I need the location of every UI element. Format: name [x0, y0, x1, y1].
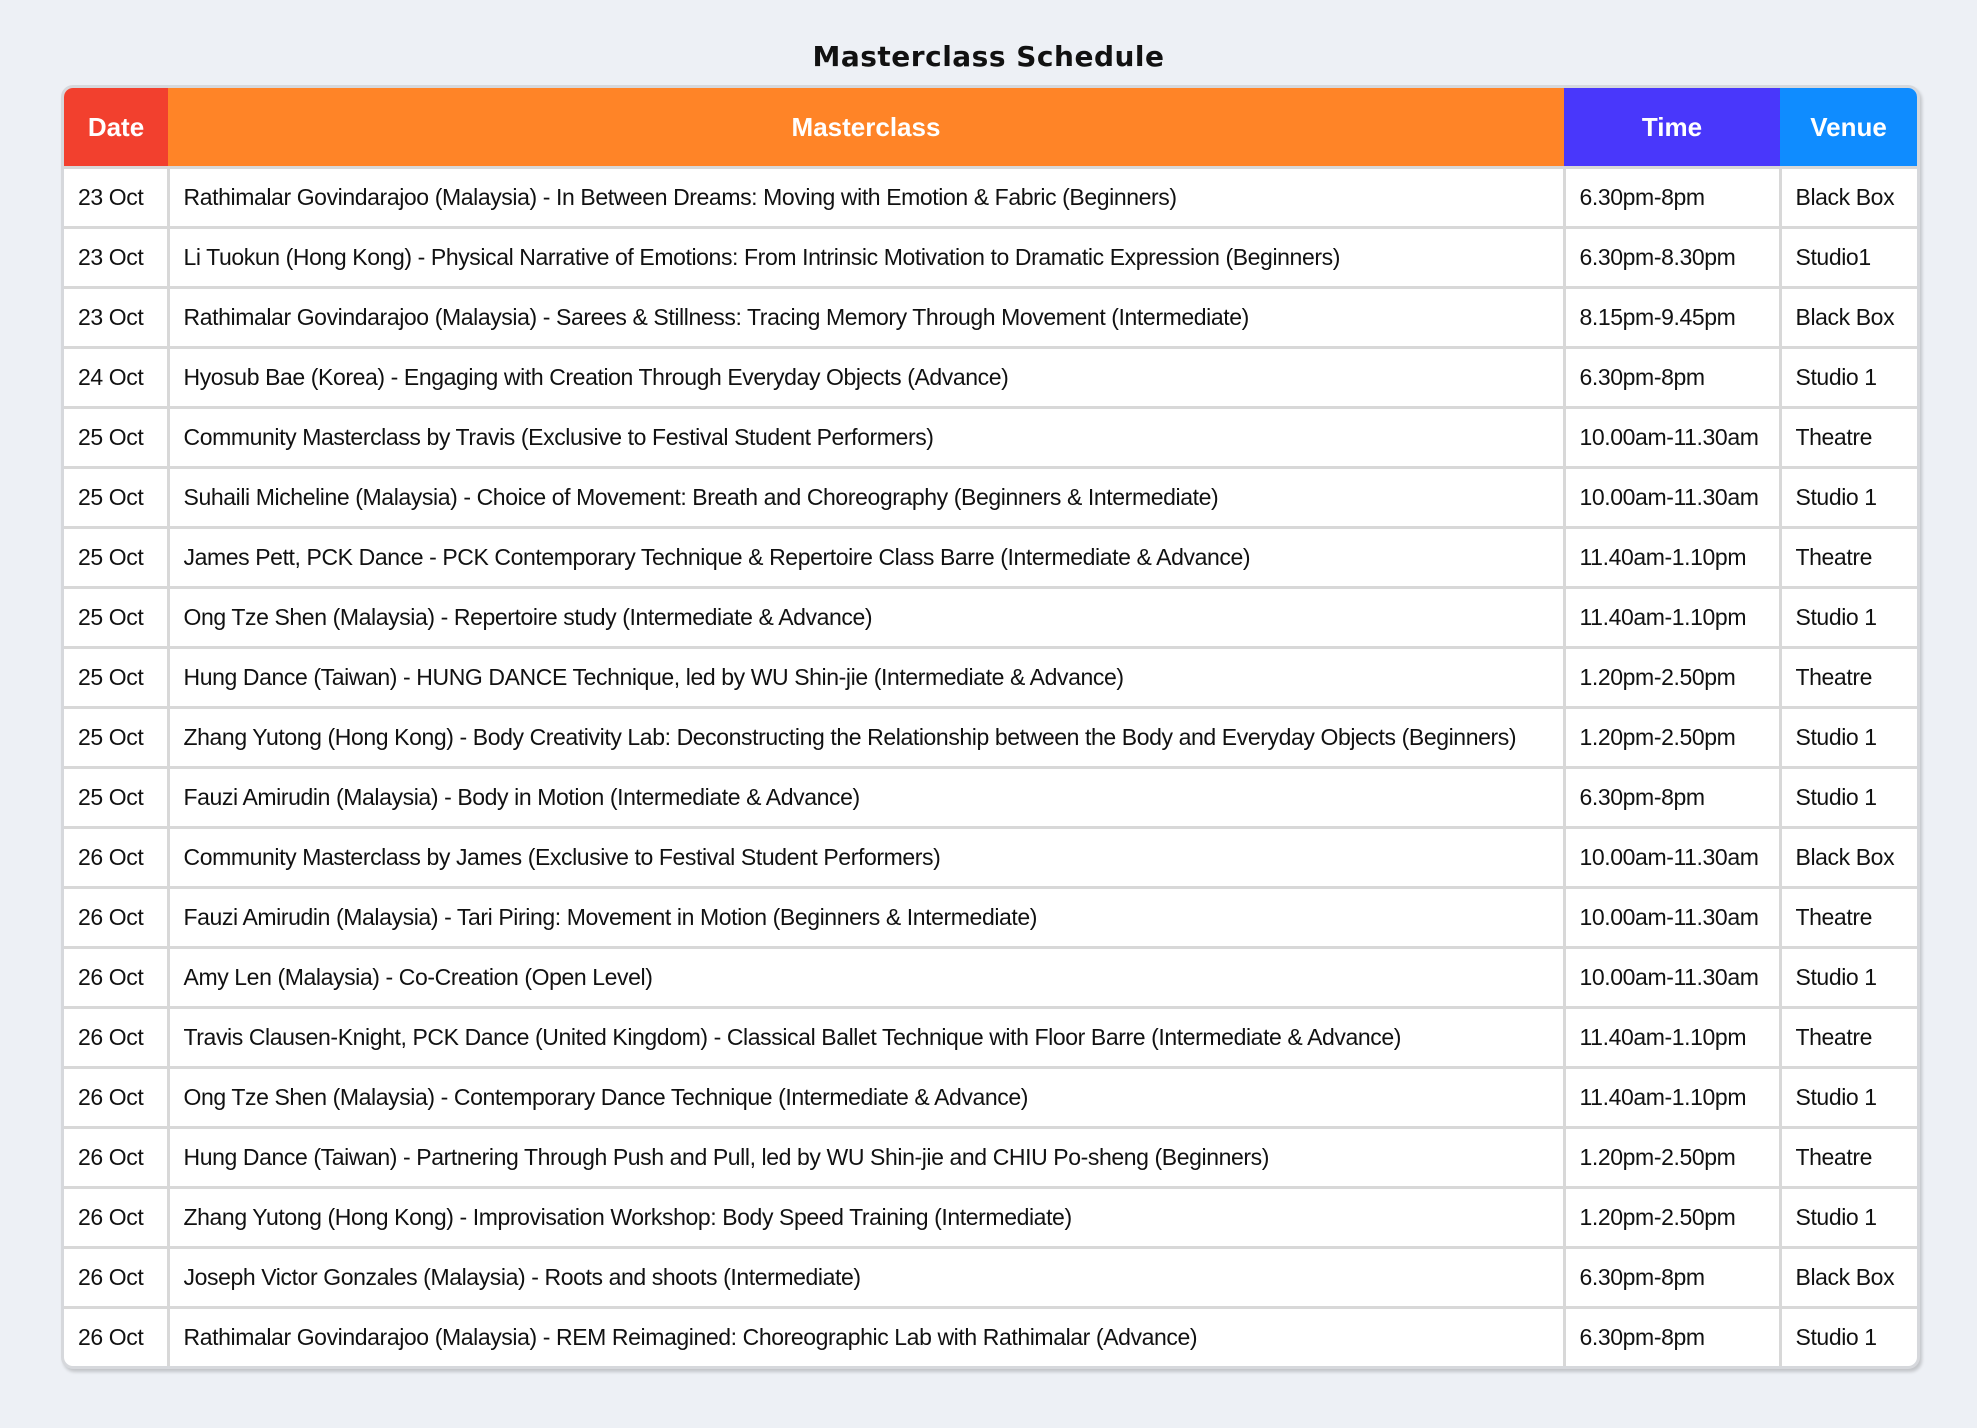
cell-masterclass: Fauzi Amirudin (Malaysia) - Tari Piring: Movement in Motion (Beginners & Intermediate) — [168, 888, 1564, 948]
table-row — [64, 468, 1917, 528]
cell-venue: Theatre — [1780, 888, 1917, 948]
cell-masterclass: Community Masterclass by Travis (Exclusive to Festival Student Performers) — [168, 408, 1564, 468]
cell-venue: Studio 1 — [1780, 1308, 1917, 1367]
cell-time: 6.30pm-8pm — [1564, 168, 1780, 228]
table-row — [64, 288, 1917, 348]
table-row — [64, 1188, 1917, 1248]
cell-venue: Studio1 — [1780, 228, 1917, 288]
cell-masterclass: James Pett, PCK Dance - PCK Contemporary Technique & Repertoire Class Barre (Intermediate & Advance) — [168, 528, 1564, 588]
cell-venue: Theatre — [1780, 528, 1917, 588]
cell-time: 10.00am-11.30am — [1564, 468, 1780, 528]
cell-masterclass: Suhaili Micheline (Malaysia) - Choice of Movement: Breath and Choreography (Beginners & Intermediate) — [168, 468, 1564, 528]
cell-venue: Black Box — [1780, 168, 1917, 228]
cell-time: 11.40am-1.10pm — [1564, 1068, 1780, 1128]
cell-masterclass: Community Masterclass by James (Exclusive to Festival Student Performers) — [168, 828, 1564, 888]
cell-venue: Studio 1 — [1780, 708, 1917, 768]
table-row — [64, 1128, 1917, 1188]
cell-date: 26 Oct — [64, 888, 168, 948]
table-row — [64, 648, 1917, 708]
cell-time: 11.40am-1.10pm — [1564, 528, 1780, 588]
cell-venue: Studio 1 — [1780, 588, 1917, 648]
cell-time: 10.00am-11.30am — [1564, 888, 1780, 948]
cell-time: 11.40am-1.10pm — [1564, 1008, 1780, 1068]
cell-time: 10.00am-11.30am — [1564, 828, 1780, 888]
cell-masterclass: Travis Clausen-Knight, PCK Dance (United Kingdom) - Classical Ballet Technique with Floor Barre (Intermediate & Advance) — [168, 1008, 1564, 1068]
cell-date: 25 Oct — [64, 408, 168, 468]
header-date: Date — [64, 88, 168, 168]
cell-masterclass: Rathimalar Govindarajoo (Malaysia) - In Between Dreams: Moving with Emotion & Fabric (Beginners) — [168, 168, 1564, 228]
cell-date: 26 Oct — [64, 1008, 168, 1068]
cell-venue: Black Box — [1780, 1248, 1917, 1308]
cell-venue: Studio 1 — [1780, 1188, 1917, 1248]
cell-date: 23 Oct — [64, 288, 168, 348]
cell-date: 23 Oct — [64, 168, 168, 228]
cell-time: 6.30pm-8pm — [1564, 1248, 1780, 1308]
cell-date: 25 Oct — [64, 468, 168, 528]
cell-date: 26 Oct — [64, 828, 168, 888]
cell-time: 8.15pm-9.45pm — [1564, 288, 1780, 348]
cell-masterclass: Rathimalar Govindarajoo (Malaysia) - REM Reimagined: Choreographic Lab with Rathimalar (Advance) — [168, 1308, 1564, 1367]
cell-masterclass: Rathimalar Govindarajoo (Malaysia) - Sarees & Stillness: Tracing Memory Through Movement (Intermediate) — [168, 288, 1564, 348]
cell-masterclass: Amy Len (Malaysia) - Co-Creation (Open Level) — [168, 948, 1564, 1008]
table-row — [64, 228, 1917, 288]
table-row — [64, 1068, 1917, 1128]
cell-venue: Black Box — [1780, 828, 1917, 888]
schedule-table — [64, 88, 1917, 1366]
cell-date: 24 Oct — [64, 348, 168, 408]
cell-venue: Studio 1 — [1780, 768, 1917, 828]
cell-date: 26 Oct — [64, 1248, 168, 1308]
cell-date: 25 Oct — [64, 528, 168, 588]
cell-masterclass: Hung Dance (Taiwan) - HUNG DANCE Technique, led by WU Shin-jie (Intermediate & Advance) — [168, 648, 1564, 708]
cell-time: 6.30pm-8pm — [1564, 1308, 1780, 1367]
cell-venue: Theatre — [1780, 1128, 1917, 1188]
cell-time: 6.30pm-8pm — [1564, 768, 1780, 828]
header-row — [64, 88, 1917, 168]
table-row — [64, 168, 1917, 228]
cell-venue: Theatre — [1780, 648, 1917, 708]
table-row — [64, 948, 1917, 1008]
table-row — [64, 408, 1917, 468]
cell-venue: Theatre — [1780, 1008, 1917, 1068]
table-row — [64, 1008, 1917, 1068]
cell-date: 26 Oct — [64, 1128, 168, 1188]
table-row — [64, 828, 1917, 888]
cell-masterclass: Li Tuokun (Hong Kong) - Physical Narrative of Emotions: From Intrinsic Motivation to Dramatic Expression (Beginners) — [168, 228, 1564, 288]
table-row — [64, 348, 1917, 408]
cell-time: 10.00am-11.30am — [1564, 408, 1780, 468]
schedule-table-card — [61, 85, 1920, 1369]
cell-time: 10.00am-11.30am — [1564, 948, 1780, 1008]
table-row — [64, 768, 1917, 828]
cell-date: 23 Oct — [64, 228, 168, 288]
header-venue: Venue — [1780, 88, 1917, 168]
table-row — [64, 588, 1917, 648]
cell-masterclass: Zhang Yutong (Hong Kong) - Improvisation Workshop: Body Speed Training (Intermediate) — [168, 1188, 1564, 1248]
table-row — [64, 1248, 1917, 1308]
table-row — [64, 888, 1917, 948]
cell-time: 1.20pm-2.50pm — [1564, 648, 1780, 708]
table-row — [64, 528, 1917, 588]
cell-date: 25 Oct — [64, 708, 168, 768]
cell-masterclass: Hyosub Bae (Korea) - Engaging with Creation Through Everyday Objects (Advance) — [168, 348, 1564, 408]
cell-date: 25 Oct — [64, 648, 168, 708]
cell-time: 1.20pm-2.50pm — [1564, 708, 1780, 768]
cell-venue: Studio 1 — [1780, 348, 1917, 408]
cell-date: 25 Oct — [64, 588, 168, 648]
cell-time: 1.20pm-2.50pm — [1564, 1128, 1780, 1188]
cell-time: 11.40am-1.10pm — [1564, 588, 1780, 648]
header-masterclass: Masterclass — [168, 88, 1564, 168]
cell-venue: Black Box — [1780, 288, 1917, 348]
cell-masterclass: Zhang Yutong (Hong Kong) - Body Creativity Lab: Deconstructing the Relationship between the Body and Everyday Objects (Beginners) — [168, 708, 1564, 768]
table-body — [64, 168, 1917, 1367]
header-time: Time — [1564, 88, 1780, 168]
cell-time: 6.30pm-8.30pm — [1564, 228, 1780, 288]
cell-masterclass: Joseph Victor Gonzales (Malaysia) - Roots and shoots (Intermediate) — [168, 1248, 1564, 1308]
cell-masterclass: Ong Tze Shen (Malaysia) - Contemporary Dance Technique (Intermediate & Advance) — [168, 1068, 1564, 1128]
table-row — [64, 1308, 1917, 1367]
cell-date: 26 Oct — [64, 1188, 168, 1248]
cell-date: 26 Oct — [64, 948, 168, 1008]
cell-date: 26 Oct — [64, 1308, 168, 1367]
table-header — [64, 88, 1917, 168]
cell-venue: Theatre — [1780, 408, 1917, 468]
cell-venue: Studio 1 — [1780, 1068, 1917, 1128]
page-title: Masterclass Schedule — [812, 39, 1165, 73]
cell-time: 6.30pm-8pm — [1564, 348, 1780, 408]
cell-date: 26 Oct — [64, 1068, 168, 1128]
cell-masterclass: Fauzi Amirudin (Malaysia) - Body in Motion (Intermediate & Advance) — [168, 768, 1564, 828]
cell-masterclass: Hung Dance (Taiwan) - Partnering Through Push and Pull, led by WU Shin-jie and CHIU Po-sheng (Beginners) — [168, 1128, 1564, 1188]
cell-date: 25 Oct — [64, 768, 168, 828]
cell-venue: Studio 1 — [1780, 468, 1917, 528]
cell-venue: Studio 1 — [1780, 948, 1917, 1008]
cell-time: 1.20pm-2.50pm — [1564, 1188, 1780, 1248]
cell-masterclass: Ong Tze Shen (Malaysia) - Repertoire study (Intermediate & Advance) — [168, 588, 1564, 648]
table-row — [64, 708, 1917, 768]
